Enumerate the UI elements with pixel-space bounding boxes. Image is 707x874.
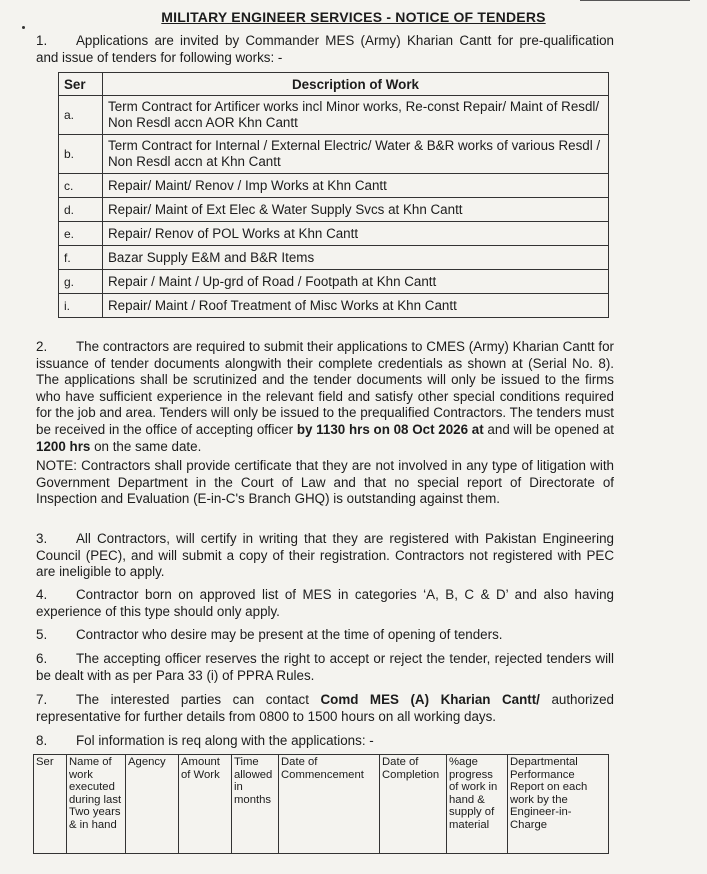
col-time-allowed: Time allowed in months [232,755,279,854]
col-amount: Amount of Work [179,755,232,854]
row-description: Bazar Supply E&M and B&R Items [103,246,609,270]
paragraph-number: 8. [36,733,48,748]
information-table [33,754,609,854]
contact-authority: Comd MES (A) Kharian Cantt/ [320,692,540,707]
works-table [58,72,609,318]
row-description: Repair / Maint / Up-grd of Road / Footpath at Khn Cantt [103,270,609,294]
row-ser: g. [59,270,103,294]
opening-time: 1200 hrs [36,438,91,454]
paragraph-number: 2. [36,339,48,354]
paragraph-text: Contractor born on approved list of MES in categories ‘A, B, C & D’ and also having experience of this type should only apply. [36,587,614,619]
row-description: Term Contract for Internal / External Electric/ Water & B&R works of various Resdl / Non Resdl accn at Khn Cantt [103,135,609,174]
paragraph-text-end: authorized representative for further details from 0800 to 1500 hours on all working days. [36,692,614,724]
col-ser: Ser [34,755,67,854]
scan-speck [22,26,25,29]
note-paragraph: NOTE: Contractors shall provide certificate that they are not involved in any type of litigation with Government Department in the Court of Law and that no special report of Directorate of Inspection and Evaluation (E-in-C's Branch GHQ) is outstanding against them. [36,458,614,507]
table-row [59,174,609,198]
table-row [59,135,609,174]
row-ser: b. [59,135,103,174]
col-performance-report: Departmental Performance Report on each work by the Engineer-in-Charge [508,755,609,854]
information-table-header [34,755,609,854]
row-description: Repair/ Maint of Ext Elec & Water Supply Svcs at Khn Cantt [103,198,609,222]
paragraph-number: 4. [36,587,48,602]
paragraph-6 [36,651,614,684]
col-progress: %age progress of work in hand & supply of material [447,755,508,854]
paragraph-text: All Contractors, will certify in writing that they are registered with Pakistan Engineering Council (PEC), and will submit a copy of their registration. Contractors not registered with PEC are ineligible to apply. [36,531,614,580]
table-row [59,246,609,270]
paragraph-text: The contractors are required to submit their applications to CMES (Army) Kharian Cantt for issuance of tender documents alongwith their complete credentials as shown at (Serial No. 8). The applications shall be scrutinized and the tender documents will only be issued to the firms who have sufficient experience in the relevant field and satisfy other special conditions required for the job and area. Tenders will only be issued to the prequalified Contractors. The tenders must be received in the office of accepting officer [36,339,614,437]
col-agency: Agency [126,755,179,854]
paragraph-text-end: on the same date. [94,438,202,454]
paragraph-8 [36,733,614,750]
col-name-of-work: Name of work executed during last Two years & in hand [67,755,126,854]
paragraph-number: 6. [36,651,48,666]
paragraph-text: Fol information is req along with the applications: - [76,733,374,748]
paragraph-3 [36,531,614,581]
paragraph-4 [36,587,614,620]
paragraph-number: 3. [36,531,48,546]
paragraph-number: 5. [36,627,48,642]
paragraph-text: The interested parties can contact [76,692,309,707]
table-row [59,270,609,294]
paragraph-text: Applications are invited by Commander MES (Army) Kharian Cantt for pre-qualification and issue of tenders for following works: - [36,33,614,65]
paragraph-7 [36,692,614,725]
paragraph-text: Contractor who desire may be present at the time of opening of tenders. [76,627,503,642]
row-ser: c. [59,174,103,198]
row-ser: a. [59,96,103,135]
paragraph-number: 1. [36,33,48,48]
table-row [59,294,609,318]
paragraph-text: The accepting officer reserves the right to accept or reject the tender, rejected tenders will be dealt with as per Para 33 (i) of PPRA Rules. [36,651,614,683]
header-description: Description of Work [103,73,609,96]
col-date-completion: Date of Completion [380,755,447,854]
paragraph-text-cont: and will be opened at [487,421,614,437]
submission-deadline: by 1130 hrs on 08 Oct 2026 at [296,421,484,437]
row-description: Repair/ Renov of POL Works at Khn Cantt [103,222,609,246]
row-ser: d. [59,198,103,222]
row-ser: e. [59,222,103,246]
top-rule [580,0,690,1]
works-table-header [59,73,609,96]
paragraph-2 [36,339,614,455]
header-ser: Ser [59,73,103,96]
paragraph-5 [36,627,614,644]
row-description: Repair/ Maint/ Renov / Imp Works at Khn Cantt [103,174,609,198]
table-row [59,96,609,135]
col-date-commencement: Date of Commencement [279,755,380,854]
paragraph-1 [36,33,614,66]
table-row [59,222,609,246]
notice-title: MILITARY ENGINEER SERVICES - NOTICE OF TENDERS [161,9,546,25]
row-description: Repair/ Maint / Roof Treatment of Misc Works at Khn Cantt [103,294,609,318]
row-description: Term Contract for Artificer works incl Minor works, Re-const Repair/ Maint of Resdl/ Non Resdl accn AOR Khn Cantt [103,96,609,135]
row-ser: f. [59,246,103,270]
paragraph-number: 7. [36,692,48,707]
row-ser: i. [59,294,103,318]
table-row [59,198,609,222]
